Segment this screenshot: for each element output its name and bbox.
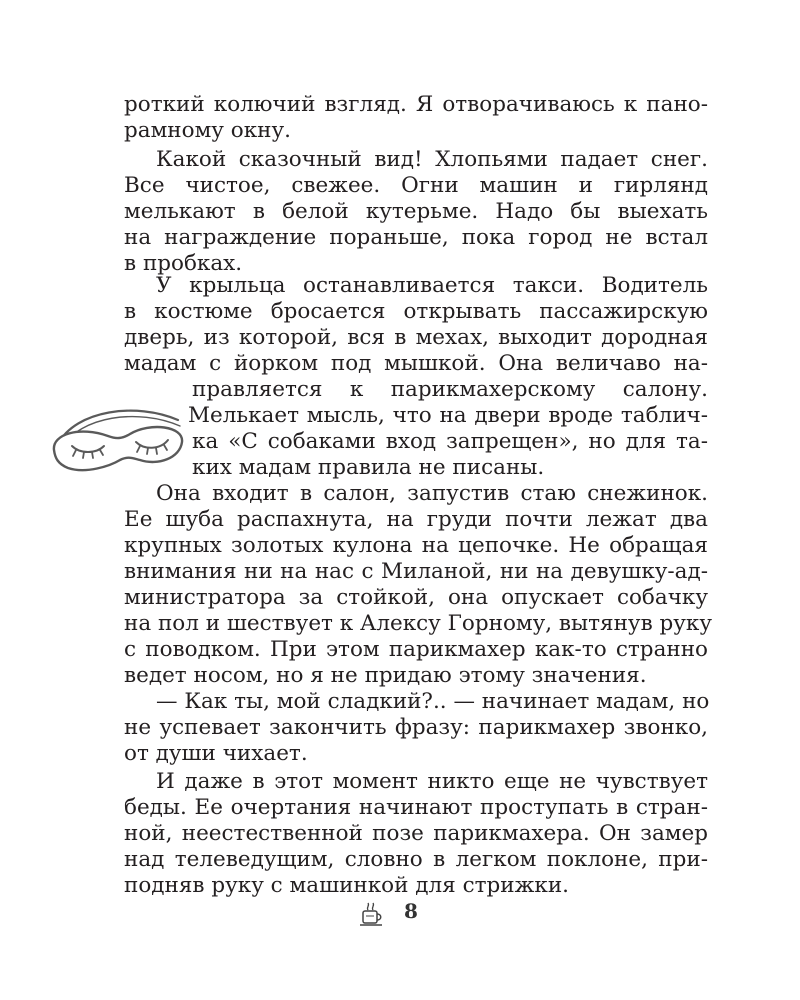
text-line: министратора за стойкой, она опускает собачку [124, 585, 708, 610]
text-line: правляется к парикмахерскому салону. [192, 377, 708, 402]
text-line: — Как ты, мой сладкий?.. — начинает мадам, но [156, 689, 710, 714]
text-line: с поводком. При этом парикмахер как-то странно [124, 637, 708, 662]
text-line: подняв руку с машинкой для стрижки. [124, 873, 569, 898]
text-line: на пол и шествует к Алексу Горному, вытянув руку [124, 611, 713, 636]
text-line: не успевает закончить фразу: парикмахер звонко, [124, 715, 708, 740]
text-line: дверь, из которой, вся в мехах, выходит дородная [124, 325, 708, 350]
text-line: внимания ни на нас с Миланой, ни на девушку-ад- [124, 559, 708, 584]
text-line: Она входит в салон, запустив стаю снежинок. [156, 481, 708, 506]
page-number: 8 [404, 899, 418, 923]
text-line: крупных золотых кулона на цепочке. Не обращая [124, 533, 708, 558]
text-line: ких мадам правила не писаны. [192, 455, 545, 480]
text-line: Мелькает мысль, что на двери вроде таблич- [188, 403, 708, 428]
text-line: Все чистое, свежее. Огни машин и гирлянд [124, 173, 708, 198]
text-line: мелькают в белой кутерьме. Надо бы выехать [124, 199, 708, 224]
text-line: в костюме бросается открывать пассажирскую [124, 299, 708, 324]
text-line: над телеведущим, словно в легком поклоне, при- [124, 847, 708, 872]
text-line: Какой сказочный вид! Хлопьями падает снег. [156, 147, 708, 172]
text-line: ка «С собаками вход запрещен», но для та- [192, 429, 708, 454]
text-line: ведет носом, но я не придаю этому значения. [124, 663, 647, 688]
text-line: И даже в этот момент никто еще не чувствует [156, 769, 708, 794]
text-line: рамному окну. [124, 118, 291, 143]
text-line: роткий колючий взгляд. Я отворачиваюсь к пано- [124, 92, 708, 117]
text-line: У крыльца останавливается такси. Водитель [156, 273, 708, 298]
text-line: беды. Ее очертания начинают проступать в стран- [124, 795, 708, 820]
text-line: в пробках. [124, 251, 243, 276]
text-line: на награждение пораньше, пока город не встал [124, 225, 708, 250]
text-line: от души чихает. [124, 741, 308, 766]
mug-icon [358, 900, 384, 928]
text-line: ной, неестественной позе парикмахера. Он замер [124, 821, 708, 846]
sleep-mask-icon [46, 400, 186, 478]
text-line: Ее шуба распахнута, на груди почти лежат два [124, 507, 708, 532]
text-line: мадам с йорком под мышкой. Она величаво на- [124, 351, 708, 376]
